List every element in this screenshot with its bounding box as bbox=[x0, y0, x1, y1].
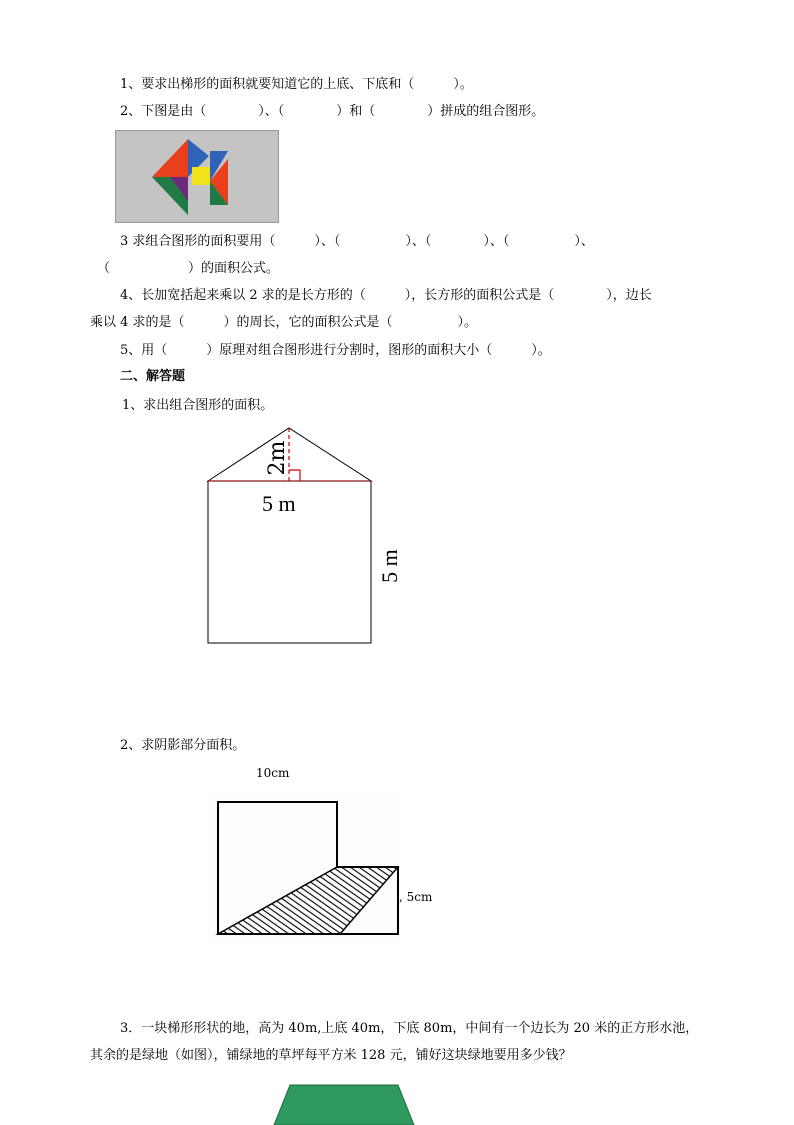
label-base-5m: 5 m bbox=[262, 491, 296, 516]
question-4-line-1: 4、长加宽括起来乘以 2 求的是长方形的（ ），长方形的面积公式是（ ），边长 bbox=[120, 288, 652, 303]
label-10cm: 10cm bbox=[256, 766, 290, 780]
question-5: 5、用（ ）原理对组合图形进行分割时，图形的面积大小（ ）。 bbox=[120, 343, 551, 358]
question-3-line-1: 3 求组合图形的面积要用（ ）、（ ）、（ ）、（ ）、 bbox=[120, 234, 594, 249]
q3-text-line-2: 其余的是绿地（如图），铺绿地的草坪每平方米 128 元，铺好这块绿地要用多少钱？ bbox=[90, 1048, 572, 1063]
question-3-line-2: （ ）的面积公式。 bbox=[97, 261, 280, 276]
q1-text: 1、求出组合图形的面积。 bbox=[122, 398, 274, 413]
question-4-line-2: 乘以 4 求的是（ ）的周长，它的面积公式是（ ）。 bbox=[90, 315, 478, 330]
shaded-area-diagram bbox=[210, 794, 402, 944]
q2-text: 2、求阴影部分面积。 bbox=[120, 738, 246, 753]
composite-figure-diagram bbox=[200, 420, 380, 645]
label-height-2m: 2m bbox=[265, 440, 290, 476]
label-5cm-text: 5cm bbox=[406, 890, 433, 904]
section-title: 二、解答题 bbox=[120, 369, 186, 384]
q3-text-line-1: 3．一块梯形形状的地，高为 40m,上底 40m，下底 80m，中间有一个边长为 20 米的正方形水池， bbox=[120, 1021, 699, 1036]
question-2: 2、下图是由（ ）、（ ）和（ ）拼成的组合图形。 bbox=[120, 104, 545, 119]
tangram-fish-image bbox=[115, 130, 279, 223]
question-1: 1、要求出梯形的面积就要知道它的上底、下底和（ ）。 bbox=[120, 77, 473, 92]
label-5cm: , 5cm bbox=[399, 890, 433, 904]
label-side-5m: 5 m bbox=[377, 549, 402, 583]
trapezoid-field-diagram bbox=[274, 1085, 414, 1125]
